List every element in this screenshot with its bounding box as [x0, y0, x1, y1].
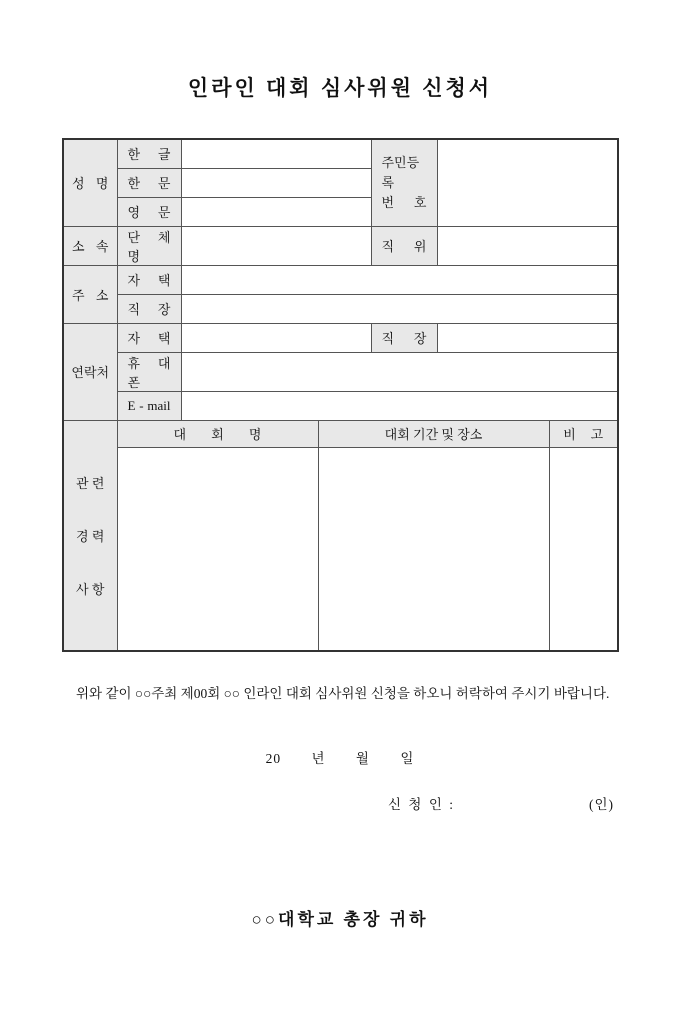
field-address-home[interactable]: [181, 265, 618, 294]
label-contact-work: 직 장: [371, 323, 437, 352]
date-line: 20 년 월 일: [265, 750, 415, 766]
label-name-category: 성 명: [63, 139, 117, 226]
field-career-period-location[interactable]: [318, 447, 549, 651]
form-title: 인라인 대회 심사위원 신청서: [187, 76, 493, 100]
label-career-category: 관 련 경 력 사 항: [63, 420, 117, 651]
applicant-label: 신 청 인 :: [388, 796, 455, 812]
recipient-line: ○○대학교 총장 귀하: [251, 909, 429, 929]
header-remarks: 비 고: [549, 420, 618, 447]
header-competition-name: 대 회 명: [117, 420, 318, 447]
label-contact-email: E - mail: [117, 391, 181, 420]
label-resident-id: 주민등록 번 호: [371, 139, 437, 226]
label-name-english: 영 문: [117, 197, 181, 226]
page: [0, 72, 680, 1034]
field-name-hanja[interactable]: [181, 168, 371, 197]
label-name-hanja: 한 문: [117, 168, 181, 197]
label-contact-category: 연락처: [63, 323, 117, 420]
seal-placeholder: (인): [588, 796, 614, 812]
field-resident-id[interactable]: [437, 139, 618, 226]
application-statement: 위와 같이 ○○주최 제00회 ○○ 인라인 대회 심사위원 신청을 하오니 허락하여 주시기 바랍니다.: [76, 686, 610, 701]
label-organization: 단 체 명: [117, 226, 181, 265]
label-affiliation-category: 소 속: [63, 226, 117, 265]
label-position: 직 위: [371, 226, 437, 265]
field-contact-email[interactable]: [181, 391, 618, 420]
label-address-category: 주 소: [63, 265, 117, 323]
field-organization[interactable]: [181, 226, 371, 265]
signature-row: [62, 793, 618, 813]
document-page: [62, 72, 618, 930]
field-career-remarks[interactable]: [549, 447, 618, 651]
field-name-english[interactable]: [181, 197, 371, 226]
application-form-table: [62, 138, 619, 652]
header-period-location: 대회 기간 및 장소: [318, 420, 549, 447]
field-career-competition-name[interactable]: [117, 447, 318, 651]
field-contact-work[interactable]: [437, 323, 618, 352]
label-contact-mobile: 휴 대 폰: [117, 352, 181, 391]
label-address-work: 직 장: [117, 294, 181, 323]
label-name-korean: 한 글: [117, 139, 181, 168]
field-contact-home[interactable]: [181, 323, 371, 352]
label-contact-home: 자 택: [117, 323, 181, 352]
field-position[interactable]: [437, 226, 618, 265]
field-name-korean[interactable]: [181, 139, 371, 168]
label-address-home: 자 택: [117, 265, 181, 294]
field-address-work[interactable]: [181, 294, 618, 323]
field-contact-mobile[interactable]: [181, 352, 618, 391]
